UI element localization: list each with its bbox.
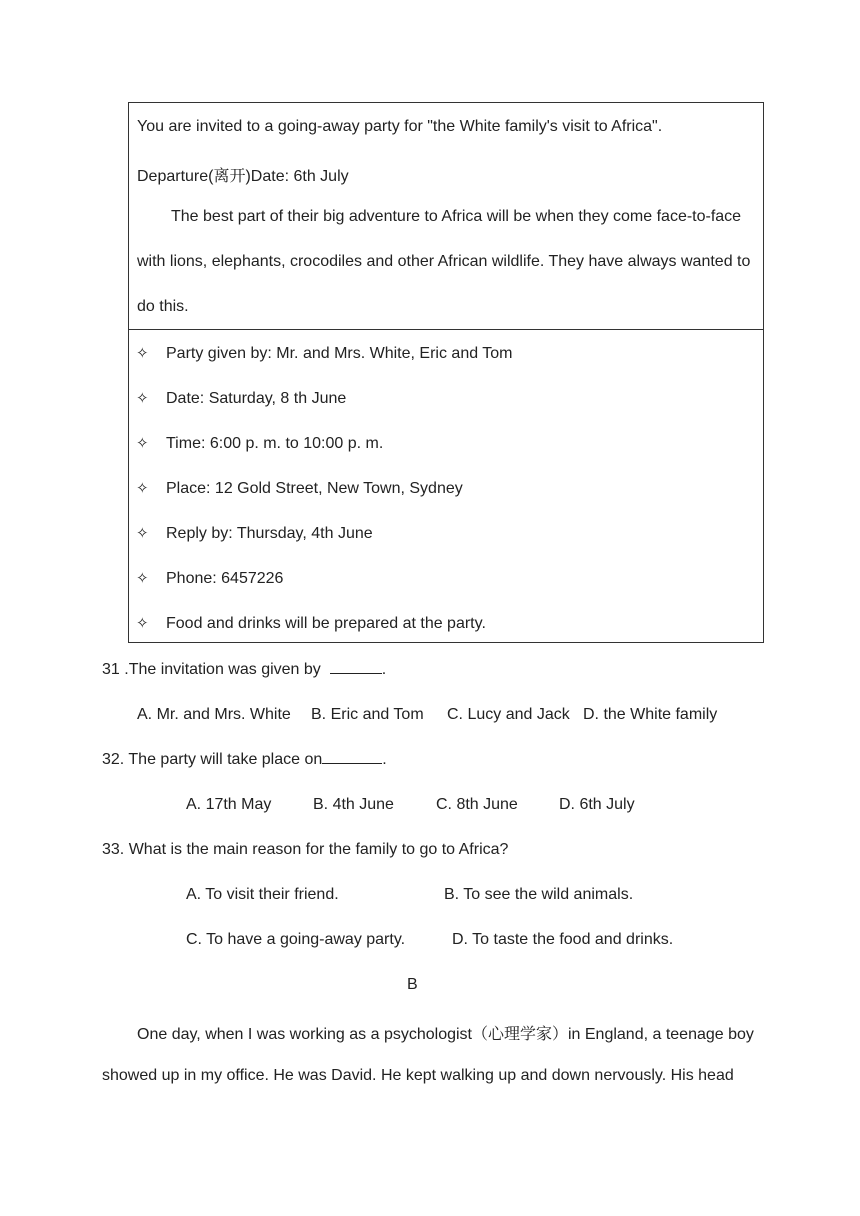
question-33-option-a: A. To visit their friend.	[186, 886, 339, 903]
departure-date: Departure(离开)Date: 6th July	[137, 168, 349, 185]
answer-blank	[322, 751, 382, 764]
party-detail-item: ✧ Place: 12 Gold Street, New Town, Sydney	[136, 479, 463, 497]
question-33-stem: 33. What is the main reason for the family to go to Africa?	[102, 841, 509, 858]
star-bullet-icon: ✧	[136, 569, 149, 587]
question-32-option-a: A. 17th May	[186, 796, 272, 813]
passage-b-line-2: showed up in my office. He was David. He kept walking up and down nervously. His head	[102, 1067, 734, 1084]
section-b-heading: B	[407, 976, 418, 993]
passage-b-line-1: One day, when I was working as a psychologist（心理学家）in England, a teenage boy	[137, 1026, 754, 1043]
question-32-option-b: B. 4th June	[313, 796, 394, 813]
question-33-option-d: D. To taste the food and drinks.	[452, 931, 674, 948]
party-detail-item: ✧ Party given by: Mr. and Mrs. White, Eric and Tom	[136, 344, 513, 362]
invitation-divider	[129, 329, 763, 330]
question-31-option-d: D. the White family	[583, 706, 718, 723]
question-31-stem: 31 .The invitation was given by .	[102, 661, 387, 678]
star-bullet-icon: ✧	[136, 524, 149, 542]
question-33-option-c: C. To have a going-away party.	[186, 931, 406, 948]
star-bullet-icon: ✧	[136, 344, 149, 362]
party-detail-item: ✧ Phone: 6457226	[136, 569, 284, 587]
question-32-option-d: D. 6th July	[559, 796, 635, 813]
question-33-option-b: B. To see the wild animals.	[444, 886, 634, 903]
question-32-option-c: C. 8th June	[436, 796, 518, 813]
party-detail-item: ✧ Reply by: Thursday, 4th June	[136, 524, 373, 542]
star-bullet-icon: ✧	[136, 434, 149, 452]
invitation-line: You are invited to a going-away party for "the White family's visit to Africa".	[137, 118, 663, 135]
party-detail-item: ✧ Time: 6:00 p. m. to 10:00 p. m.	[136, 434, 384, 452]
star-bullet-icon: ✧	[136, 614, 149, 632]
question-32-stem: 32. The party will take place on .	[102, 751, 387, 768]
party-detail-item: ✧ Date: Saturday, 8 th June	[136, 389, 347, 407]
answer-blank	[330, 661, 382, 674]
invitation-paragraph-line-2: with lions, elephants, crocodiles and other African wildlife. They have always wanted to	[137, 253, 751, 270]
party-detail-item: ✧ Food and drinks will be prepared at the party.	[136, 614, 486, 632]
star-bullet-icon: ✧	[136, 389, 149, 407]
question-31-option-b: B. Eric and Tom	[311, 706, 424, 723]
question-31-option-a: A. Mr. and Mrs. White	[137, 706, 291, 723]
invitation-paragraph-line-1: The best part of their big adventure to Africa will be when they come face-to-face	[171, 208, 742, 225]
invitation-paragraph-line-3: do this.	[137, 298, 189, 315]
star-bullet-icon: ✧	[136, 479, 149, 497]
question-31-option-c: C. Lucy and Jack	[447, 706, 570, 723]
